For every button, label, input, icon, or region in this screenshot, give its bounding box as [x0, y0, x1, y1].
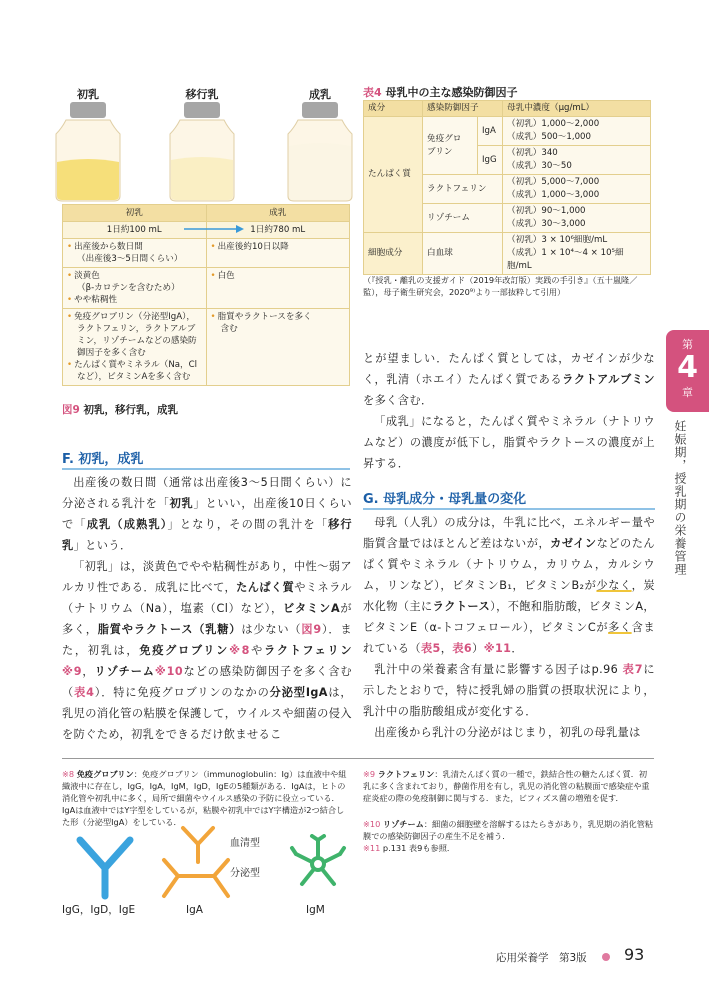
row-period-colostrum: • 出産後から数日間 （出産後3～5日間くらい）	[63, 239, 207, 268]
section-f-rule	[62, 468, 350, 470]
daily-colostrum: 1日約100 mL	[63, 222, 207, 239]
section-g-heading: G. 母乳成分・母乳量の変化	[363, 492, 527, 507]
footnote-9: ※9 ラクトフェリン：乳清たんぱく質の一種で，鉄結合性の糖たんぱく質．初乳に多く含まれており，静菌作用を有し，乳児の消化管の粘膜面で感染症や重症炎症の際の免疫制御に関与する．また，ビフィズス菌の増殖を促す．	[363, 769, 650, 803]
t4-lf: ラクトフェリン	[423, 175, 503, 204]
section-f-continuation: とが望ましい．たんぱく質としては，カゼインが少なく，乳清（ホエイ）たんぱく質であるラクトアルブミンを多く含む． 「成乳」になると，たんぱく質やミネラル（ナトリウムなど）の濃度が低下し，脂質やラクトースの濃度が上昇する．	[363, 352, 656, 470]
chapter-tab	[666, 330, 709, 412]
igg-antibody-icon	[70, 830, 140, 900]
t4-iga: IgA	[478, 117, 503, 146]
section-g-text: 母乳（人乳）の成分は，牛乳に比べ，エネルギー量や脂質含量ではほとんど差はないが，カゼインなどのたんぱく質やミネラル（ナトリウム，カリウム，カルシウム，リンなど），ビタミンB₁，ビタミンB₂が少なく，炭水化物（主にラクトース），不飽和脂肪酸，ビタミンA，ビタミンE（α-トコフェロール），ビタミンCが多く含まれている（表5，表6）※11． 乳汁中の栄養素含有量に影響する因子はp.96 表7に示したとおりで，特に授乳婦の脂質の摂取状況により，乳汁中の脂肪酸組成が変化する． 出産後から乳汁の分泌がはじまり，初乳の母乳量は	[363, 516, 656, 739]
label-secretory: 分泌型	[230, 868, 260, 879]
t4-header-factor: 感染防御因子	[423, 101, 503, 117]
row-content-colostrum: • 免疫グロブリン（分泌型IgA）， ラクトフェリン，ラクトアルブ ミン，リゾチームなどの感染防 御因子を多く含む • たんぱく質やミネラル（Na，Cl など），ビタミンAを多く含む	[63, 309, 207, 386]
label-igm: IgM	[306, 904, 325, 916]
row-content-mature: • 脂質やラクトースを多く 含む	[206, 309, 350, 386]
footnote-10: ※10 リゾチーム：細菌の細胞壁を溶解するはたらきがあり，乳児期の消化管粘膜での感染防御因子の産生不足を補う．	[363, 819, 654, 841]
jar-label-colostrum: 初乳	[77, 88, 99, 101]
table4	[363, 100, 651, 275]
t4-ig: 免疫グロ ブリン	[423, 117, 478, 175]
footer-book-title: 応用栄養学 第3版	[496, 952, 587, 964]
label-igg-igd-ige: IgG，IgD，IgE	[62, 904, 136, 916]
igm-antibody-icon	[288, 834, 348, 894]
t4-igg: IgG	[478, 146, 503, 175]
t4-wbc-val: （初乳）3 × 10⁶細胞/mL （成乳）1 × 10⁴～4 × 10⁵細胞/mL	[503, 233, 651, 275]
section-f-heading: F. 初乳，成乳	[62, 452, 144, 467]
table4-title: 表4 母乳中の主な感染防御因子	[363, 86, 518, 99]
section-g-rule	[363, 508, 655, 510]
figure9-caption: 図9 初乳，移行乳，成乳	[62, 404, 178, 416]
jar-colostrum-illustration	[48, 102, 128, 202]
iga-secretory-icon	[156, 856, 236, 902]
section-f-text: 出産後の数日間（通常は出産後3～5日間くらい）に分泌される乳汁を「初乳」といい，出産後10日くらいで「成乳（成熟乳）」となり，その間の乳汁を「移行乳」という． 「初乳」は，淡黄色でやや粘稠性があり，中性～弱アルカリ性である．成乳に比べて，たんぱく質やミネラル（ナトリウム（Na），塩素（Cl）など），ビタミンAが多く，脂質やラクトース（乳糖）は少ない（図9）．また，初乳は，免疫グロブリン※8やラクトフェリン※9，リゾチーム※10などの感染防御因子を多く含む（表4）．特に免疫グロブリンのなかの分泌型IgAは，乳児の消化管の粘膜を保護して，ウイルスや細菌の侵入を防ぐため，初乳をできるだけ飲ませるこ	[62, 476, 353, 741]
t4-protein: たんぱく質	[364, 117, 423, 233]
arrow-icon	[184, 224, 244, 234]
footnote-11: ※11 p.131 表9も参照．	[363, 843, 456, 853]
footnote-rule	[62, 758, 654, 759]
t4-header-conc: 母乳中濃度（μg/mL）	[503, 101, 651, 117]
label-serum: 血清型	[230, 838, 260, 849]
t4-igg-val: （初乳）340 （成乳）30～50	[503, 146, 651, 175]
t4-lz-val: （初乳）90～1,000 （成乳）30～3,000	[503, 204, 651, 233]
row-color-colostrum: • 淡黄色 （β-カロテンを含むため） • やや粘稠性	[63, 268, 207, 309]
chapter-title: 妊娠期，授乳期の栄養管理	[673, 420, 687, 576]
label-iga: IgA	[186, 904, 203, 916]
page-number: 93	[624, 945, 645, 964]
t4-iga-val: （初乳）1,000～2,000 （成乳）500～1,000	[503, 117, 651, 146]
t4-lz: リゾチーム	[423, 204, 503, 233]
header-colostrum: 初乳	[63, 205, 207, 222]
t4-lf-val: （初乳）5,000～7,000 （成乳）1,000～3,000	[503, 175, 651, 204]
chapter-tab-top: 第	[682, 338, 693, 351]
table4-source: （『授乳・離乳の支援ガイド（2019年改訂版）実践の手引き』（五十嵐隆／監），母子衛生研究会，2020⁹⁾より一部抜粋して引用）	[363, 275, 638, 297]
t4-wbc: 白血球	[423, 233, 503, 275]
jar-mature-illustration	[280, 102, 360, 202]
t4-cell: 細胞成分	[364, 233, 423, 275]
footnote-8: ※8 免疫グロブリン：免疫グロブリン（immunoglobulin：Ig）は血液中や組織液中に存在し，IgG，IgA，IgM，IgD，IgEの5種類がある．IgAは，ヒトの消化管や初乳中に多く，局所で細菌やウイルス感染の予防に役立っている．IgAは血液中ではY字型をしているが，粘膜や初乳中ではY字構造が2つ結合した形（分泌型IgA）をしている．	[62, 769, 347, 827]
chapter-tab-number: 4	[677, 350, 698, 385]
row-period-mature: • 出産後約10日以降	[206, 239, 350, 268]
chapter-tab-bottom: 章	[682, 386, 693, 399]
row-color-mature: • 白色	[206, 268, 350, 309]
jar-transitional-illustration	[162, 102, 242, 202]
header-mature: 成乳	[206, 205, 350, 222]
jar-label-transitional: 移行乳	[185, 88, 219, 101]
jar-label-mature: 成乳	[309, 88, 331, 101]
footer-dot-icon	[602, 953, 610, 961]
t4-header-component: 成分	[364, 101, 423, 117]
daily-mature: 1日約780 mL	[206, 222, 350, 239]
